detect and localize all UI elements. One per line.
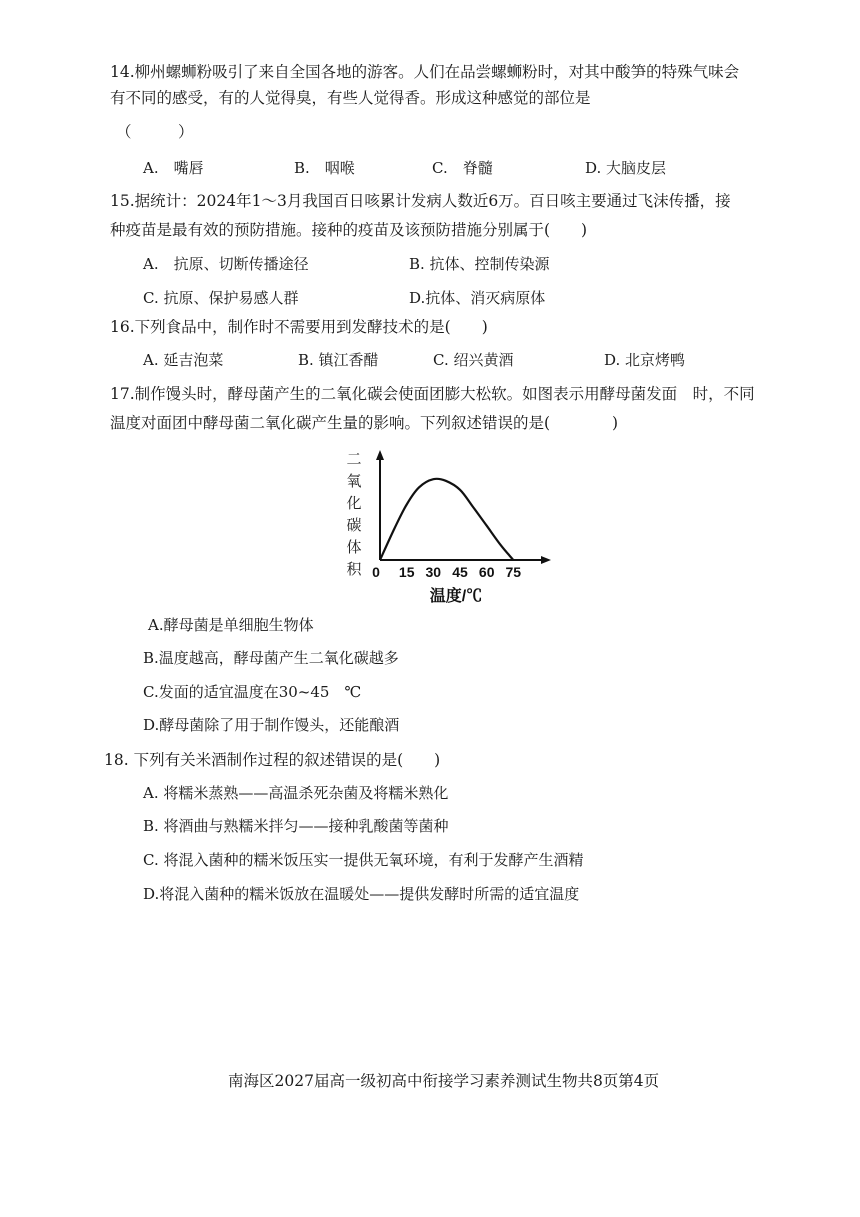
x-axis-arrow	[541, 556, 551, 564]
x-tick-label: 45	[452, 564, 468, 580]
q17-option-a: A.酵母菌是单细胞生物体	[148, 616, 314, 634]
q14-answer-paren: （ ）	[116, 123, 194, 141]
q14-line1: 14.柳州螺蛳粉吸引了来自全国各地的游客。人们在品尝螺蛳粉时，对其中酸笋的特殊气味会	[110, 63, 740, 81]
q14-option-a: A. 嘴唇	[143, 159, 204, 177]
chart-ylabel	[346, 450, 362, 578]
q18-option-b: B. 将酒曲与熟糯米拌匀——接种乳酸菌等菌种	[143, 817, 449, 835]
chart-xlabel: 温度/℃	[429, 588, 483, 605]
ylabel-char: 积	[346, 560, 362, 578]
q15-option-d: D.抗体、消灭病原体	[409, 289, 546, 307]
q17-option-b: B.温度越高，酵母菌产生二氧化碳越多	[143, 649, 399, 667]
q17-line2: 温度对面团中酵母菌二氧化碳产生量的影响。下列叙述错误的是( )	[110, 414, 619, 432]
q16-option-d: D. 北京烤鸭	[604, 351, 686, 369]
x-tick-label: 15	[398, 564, 415, 580]
ylabel-char: 二	[346, 450, 362, 468]
q14-line2: 有不同的感受，有的人觉得臭，有些人觉得香。形成这种感觉的部位是	[110, 89, 591, 107]
x-tick-label: 75	[505, 564, 522, 580]
q18-line1: 18. 下列有关米酒制作过程的叙述错误的是( )	[104, 751, 441, 769]
q16-line1: 16.下列食品中，制作时不需要用到发酵技术的是( )	[110, 318, 488, 336]
ylabel-char: 氧	[346, 472, 362, 490]
x-tick-labels	[372, 564, 521, 580]
q18-option-a: A. 将糯米蒸熟——高温杀死杂菌及将糯米熟化	[143, 784, 449, 802]
q16-option-a: A. 延吉泡菜	[143, 351, 224, 369]
q18-option-d: D.将混入菌种的糯米饭放在温暖处——提供发酵时所需的适宜温度	[143, 885, 580, 903]
ylabel-char: 化	[346, 494, 362, 512]
q14-option-d: D. 大脑皮层	[585, 159, 667, 177]
q15-option-b: B. 抗体、控制传染源	[409, 255, 550, 273]
x-tick-label: 0	[372, 564, 380, 580]
q15-line1: 15.据统计：2024年1～3月我国百日咳累计发病人数近6万。百日咳主要通过飞沫传播，接	[110, 192, 731, 210]
q17-option-d: D.酵母菌除了用于制作馒头，还能酿酒	[143, 716, 400, 734]
q15-option-c: C. 抗原、保护易感人群	[143, 289, 299, 307]
co2-curve	[380, 479, 513, 560]
q16-option-c: C. 绍兴黄酒	[433, 351, 514, 369]
q16-option-b: B. 镇江香醋	[298, 351, 379, 369]
q14-option-c: C. 脊髓	[432, 159, 493, 177]
ylabel-char: 碳	[346, 516, 362, 534]
co2-temperature-chart	[340, 448, 555, 613]
q14-option-b: B. 咽喉	[294, 159, 355, 177]
q15-option-a: A. 抗原、切断传播途径	[143, 255, 309, 273]
x-tick-label: 30	[425, 564, 442, 580]
page-footer: 南海区2027届高一级初高中衔接学习素养测试生物共8页第4页	[228, 1072, 660, 1090]
x-tick-label: 60	[478, 564, 495, 580]
chart-svg	[340, 448, 555, 613]
y-axis-arrow	[376, 450, 384, 460]
q15-line2: 种疫苗是最有效的预防措施。接种的疫苗及该预防措施分别属于( )	[110, 221, 588, 239]
q17-line1: 17.制作馒头时，酵母菌产生的二氧化碳会使面团膨大松软。如图表示用酵母菌发面 时，不同	[110, 385, 755, 403]
q18-option-c: C. 将混入菌种的糯米饭压实一提供无氧环境，有利于发酵产生酒精	[143, 851, 584, 869]
q17-option-c: C.发面的适宜温度在30~45 ℃	[143, 683, 362, 701]
ylabel-char: 体	[346, 538, 362, 556]
